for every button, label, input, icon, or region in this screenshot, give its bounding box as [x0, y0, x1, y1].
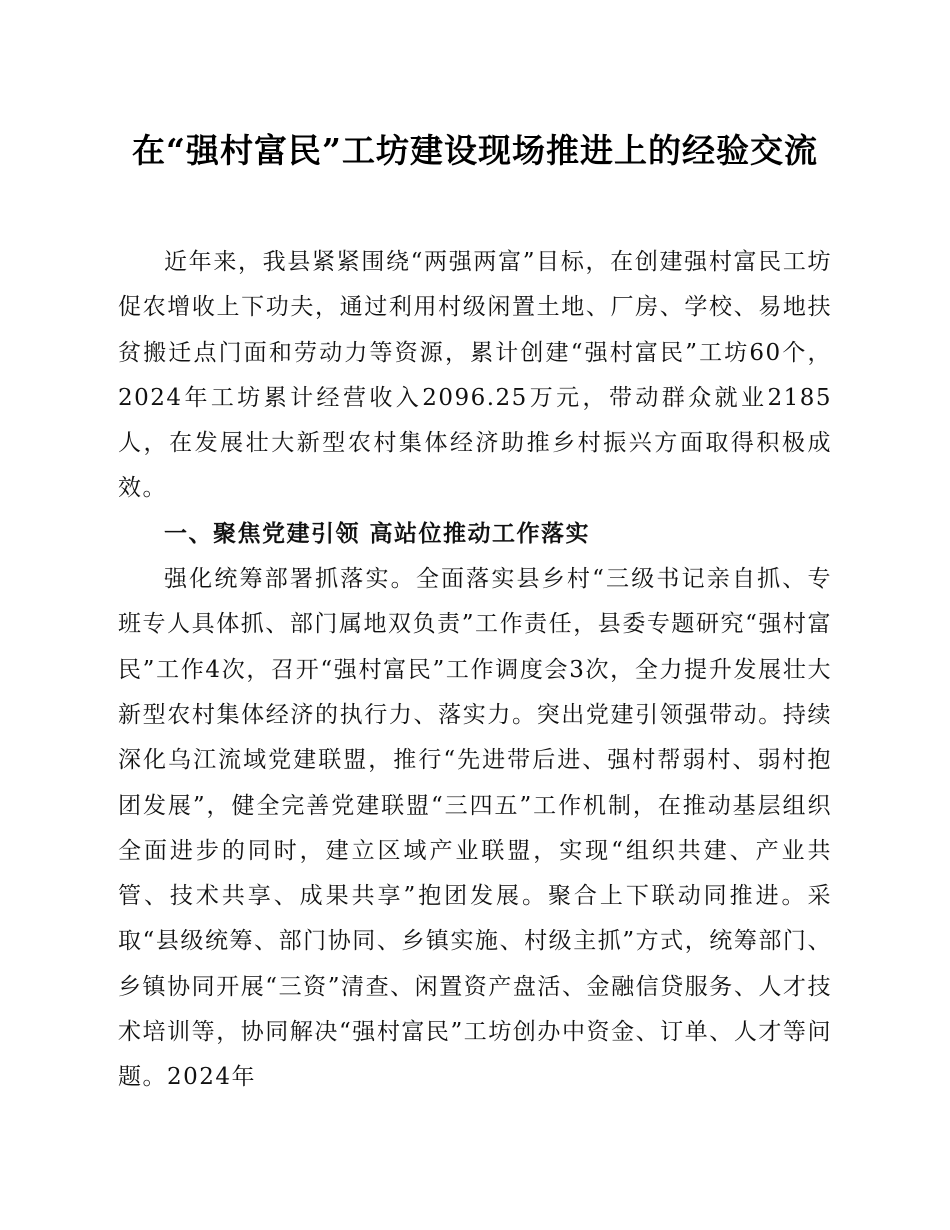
section-1-paragraph: 强化统筹部署抓落实。全面落实县乡村“三级书记亲自抓、专班专人具体抓、部门属地双负责”工作责任，县委专题研究“强村富民”工作4次，召开“强村富民”工作调度会3次，全力提升发展壮大新型农村集体经济的执行力、落实力。突出党建引领强带动。持续深化乌江流域党建联盟，推行“先进带后进、强村帮弱村、弱村抱团发展”，健全完善党建联盟“三四五”工作机制，在推动基层组织全面进步的同时，建立区域产业联盟，实现“组织共建、产业共管、技术共享、成果共享”抱团发展。聚合上下联动同推进。采取“县级统筹、部门协同、乡镇实施、村级主抓”方式，统筹部门、乡镇协同开展“三资”清查、闲置资产盘活、金融信贷服务、人才技术培训等，协同解决“强村富民”工坊创办中资金、订单、人才等问题。2024年	[118, 566, 832, 1091]
document-title: 在“强村富民”工坊建设现场推进上的经验交流	[132, 131, 818, 170]
intro-paragraph: 近年来，我县紧紧围绕“两强两富”目标，在创建强村富民工坊促农增收上下功夫，通过利用村级闲置土地、厂房、学校、易地扶贫搬迁点门面和劳动力等资源，累计创建“强村富民”工坊60个，2024年工坊累计经营收入2096.25万元，带动群众就业2185人，在发展壮大新型农村集体经济助推乡村振兴方面取得积极成效。	[118, 249, 832, 502]
section-heading-1: 一、聚焦党建引领 高站位推动工作落实	[164, 520, 591, 547]
document-body	[118, 240, 832, 1101]
